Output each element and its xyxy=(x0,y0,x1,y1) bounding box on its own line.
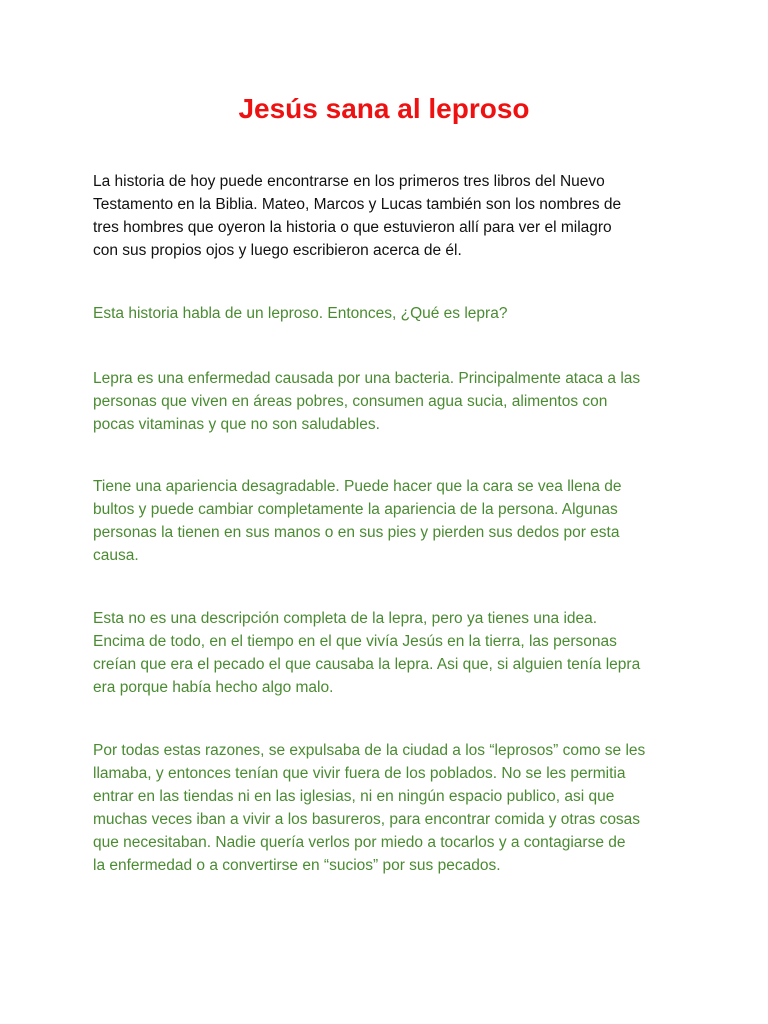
paragraph-belief xyxy=(93,607,693,699)
paragraph-line: llamaba, y entonces tenían que vivir fuera de los poblados. No se les permitia xyxy=(93,765,626,782)
paragraph-line: creían que era el pecado el que causaba la lepra. Asi que, si alguien tenía lepra xyxy=(93,656,641,673)
paragraph-line: Encima de todo, en el tiempo en el que vivía Jesús en la tierra, las personas xyxy=(93,633,617,650)
paragraph-line: con sus propios ojos y luego escribieron acerca de él. xyxy=(93,242,462,259)
paragraph-line: La historia de hoy puede encontrarse en los primeros tres libros del Nuevo xyxy=(93,173,605,190)
paragraph-definition xyxy=(93,367,693,436)
paragraph-line: Por todas estas razones, se expulsaba de la ciudad a los “leprosos” como se les xyxy=(93,742,646,759)
paragraph-line: personas la tienen en sus manos o en sus pies y pierden sus dedos por esta xyxy=(93,524,620,541)
paragraph-line: muchas veces iban a vivir a los basureros, para encontrar comida y otras cosas xyxy=(93,811,641,828)
paragraph-line: la enfermedad o a convertirse en “sucios” por sus pecados. xyxy=(93,857,501,874)
paragraph-line: Lepra es una enfermedad causada por una bacteria. Principalmente ataca a las xyxy=(93,370,641,387)
paragraph-line: Esta historia habla de un leproso. Entonces, ¿Qué es lepra? xyxy=(93,305,508,322)
paragraph-line: entrar en las tiendas ni en las iglesias, ni en ningún espacio publico, asi que xyxy=(93,788,615,805)
paragraph-line: pocas vitaminas y que no son saludables. xyxy=(93,416,380,433)
paragraph-appearance xyxy=(93,475,693,567)
paragraph-line: era porque había hecho algo malo. xyxy=(93,679,334,696)
paragraph-question xyxy=(93,302,693,325)
paragraph-line: personas que viven en áreas pobres, consumen agua sucia, alimentos con xyxy=(93,393,608,410)
page-title: Jesús sana al leproso xyxy=(238,93,530,124)
paragraph-line: que necesitaban. Nadie quería verlos por miedo a tocarlos y a contagiarse de xyxy=(93,834,626,851)
paragraph-expulsion xyxy=(93,739,693,877)
paragraph-line: bultos y puede cambiar completamente la apariencia de la persona. Algunas xyxy=(93,501,618,518)
paragraph-line: Testamento en la Biblia. Mateo, Marcos y Lucas también son los nombres de xyxy=(93,196,622,213)
paragraph-line: Esta no es una descripción completa de la lepra, pero ya tienes una idea. xyxy=(93,610,598,627)
paragraph-line: tres hombres que oyeron la historia o que estuvieron allí para ver el milagro xyxy=(93,219,612,236)
paragraph-line: causa. xyxy=(93,547,139,564)
paragraph-line: Tiene una apariencia desagradable. Puede hacer que la cara se vea llena de xyxy=(93,478,622,495)
paragraph-intro xyxy=(93,170,693,262)
